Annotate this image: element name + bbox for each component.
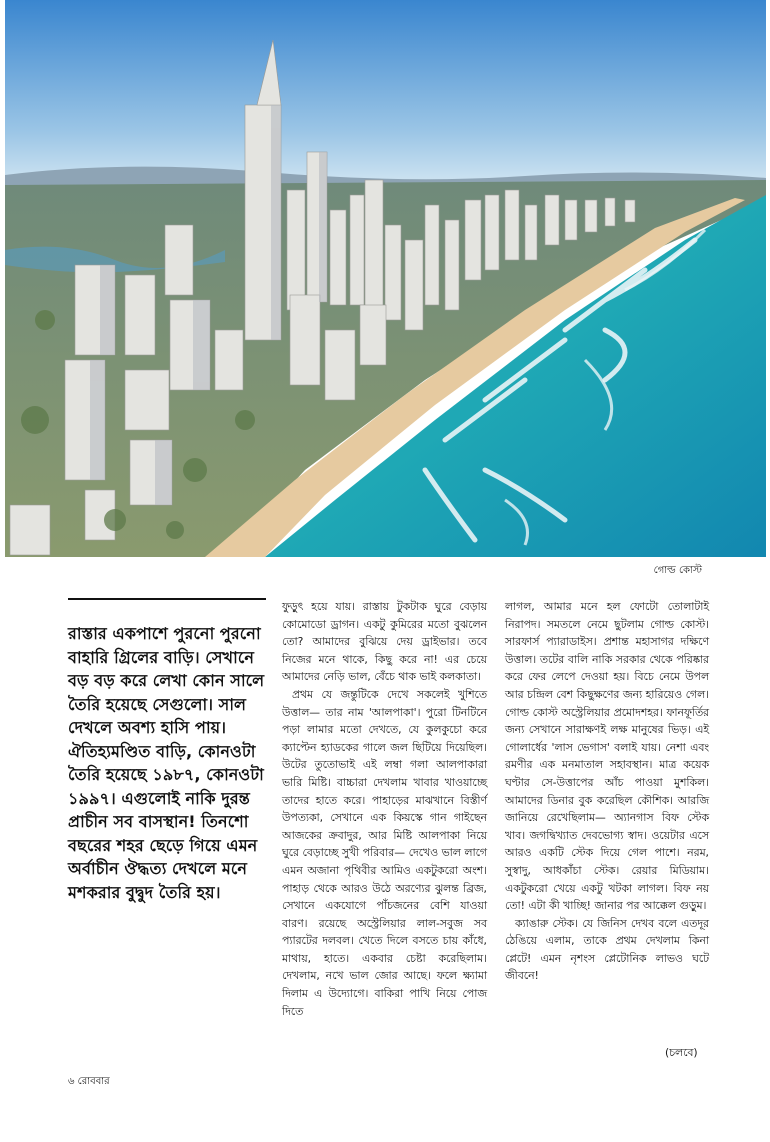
pullquote: রাস্তার একপাশে পুরনো পুরনো বাহারি গ্রিলের বাড়ি। সেখানে বড় বড় করে লেখা কোন সালে তৈরি হয়েছে সেগুলো। সাল দেখলে অবশ্য হাসি পায়। ঐতিহ্যমণ্ডিত বাড়ি, কোনওটা তৈরি হয়েছে ১৯৮৭, কোনওটা ১৯৯৭। এগুলোই নাকি দুরন্ত প্রাচীন সব বাসস্থান! তিনশো বছরের শহর ছেড়ে গিয়ে এমন অর্বাচীন ঔদ্ধত্য দেখলে মনে মশকরার বুদ্বুদ তৈরি হয়।	[68, 624, 265, 902]
column2-paragraph-2: ক্যাঙারু স্টেক। যে জিনিস দেখব বলে এতদূর ঠেঙিয়ে এলাম, তাকে প্রথম দেখলাম কিনা প্লেটে! এমন নৃশংস প্লেটোনিক লাভও ঘটে জীবনে!	[505, 916, 709, 983]
column1-paragraph-1: ফুড়ুৎ হয়ে যায়। রাস্তায় টুকটাক ঘুরে বেড়ায় কোমোডো ড্রাগন। একটু কুমিরের মতো বুঝলেন তো? আমাদের বুঝিয়ে দেয় ড্রাইভার। তবে নিজের মনে থাকে, কিছু করে না! এর চেয়ে আমাদের নেড়ি ভাল, বেঁচে থাক ভাই কলকাতা।	[282, 600, 487, 684]
column2-paragraph-1: লাগল, আমার মনে হল ফোটো তোলাটাই নিরাপদ। সমতলে নেমে ছুটলাম গোল্ড কোস্ট। সারফার্স প্যারাডাইস। প্রশান্ত মহাসাগর দক্ষিণে উত্তাল। তটের বালি নাকি সরকার থেকে পরিষ্কার করে ফের লেপে দেওয়া হয়। বিচে নেমে উপল আর চন্দ্রিল বেশ কিছুক্ষণের জন্য হারিয়েও গেল। গোল্ড কোস্ট অস্ট্রেলিয়ার প্রমোদশহর। ফানফূর্তির জন্য সেখানে সারাক্ষণই লক্ষ মানুষের ভিড়। এই গোলার্ধের 'লাস ভেগাস' বলাই যায়। নেশা এবং রমণীর এক মনমাতাল সহাবস্থান। মাত্র কয়েক ঘণ্টার সে-উত্তাপের আঁচ পাওয়া মুশকিল। আমাদের ডিনার বুক করেছিল কৌশিক। আরজি জানিয়ে রেখেছিলাম— অ্যানগাস বিফ স্টেক খাব। জগদ্বিখ্যাত দেবভোগ্য স্বাদ। ওয়েটার এসে আরও একটি স্টেক দিয়ে গেল পাশে। নরম, সুস্বাদু, আধকাঁচা স্টেক। রেয়ার মিডিয়াম। একটুকরো খেয়ে একটু খটকা লাগল। বিফ নয় তো! এটা কী খাচ্ছি! জানার পর আক্কেল গুড়ুম।	[505, 600, 709, 913]
photo-caption: গোল্ড কোস্ট	[653, 565, 702, 576]
article-column-1	[282, 598, 487, 1020]
page-folio: ৬ রোববার	[68, 1076, 110, 1087]
continued-note: (চলবে)	[665, 1046, 698, 1059]
column1-paragraph-2: প্রথম যে জন্তুটিকে দেখে সকলেই খুশিতে উত্তাল— তার নাম 'আলপাকা'। পুরো টিনটিনে পড়া লামার মতো দেখতে, যে কুলকুচো করে ক্যাপ্টেন হ্যাডকের গালে জল ছিটিয়ে দিয়েছিল। উটের তুতোভাই এই লম্বা গলা আলপাকারা ভারি মিষ্টি। বাচ্চারা দেখলাম খাবার খাওয়াচ্ছে তাদের হাতে করে। পাহাড়ের মাঝখানে বিস্তীর্ণ উপত্যকা, সেখানে এক কিয়স্কে গান গাইছেন আজকের ক্রবাদুর, আর মিষ্টি আলপাকা নিয়ে ঘুরে বেড়াচ্ছে সুখী পরিবার— দেখেও ভাল লাগে এমন অজানা পৃথিবীর আমিও একটুকরো অংশ। পাহাড় থেকে আরও উঠে অরণ্যের ঝুলন্ত ব্রিজ, সেখানে একযোগে পাঁচজনের বেশি যাওয়া বারণ। রয়েছে অস্ট্রেলিয়ার লাল-সবুজ সব প্যারটের দলবল। খেতে দিলে বসতে চায় কাঁধে, মাথায়, হাতে। একবার চেষ্টা করেছিলাম। দেখলাম, নখে ভাল জোর আছে। ফলে ক্ষ্যামা দিলাম এ উদ্যোগে। বাকিরা পাখি নিয়ে পোজ দিতে	[282, 687, 487, 1018]
gold-coast-aerial-photo	[5, 0, 766, 557]
pullquote-rule	[68, 598, 266, 600]
article-column-2	[505, 598, 709, 985]
gold-coast-photo	[5, 0, 766, 557]
